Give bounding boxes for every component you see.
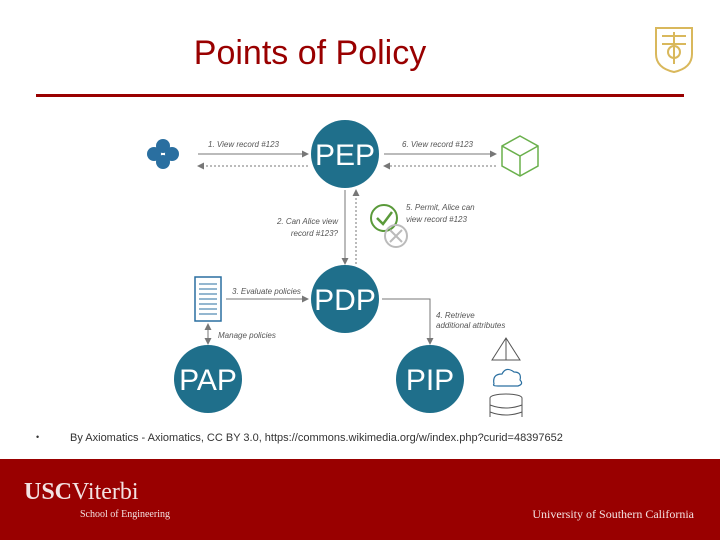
cloud-icon: [494, 369, 522, 386]
pip-label: PIP: [405, 364, 455, 397]
attribution-caption: By Axiomatics - Axiomatics, CC BY 3.0, https://commons.wikimedia.org/w/index.php?curid=48397652: [70, 432, 563, 444]
label-manage: Manage policies: [218, 331, 276, 340]
label-can-alice-2: record #123?: [290, 229, 338, 238]
usc-seal-icon: [652, 24, 696, 74]
label-retrieve-2: additional attributes: [436, 321, 506, 330]
footer-bar: [0, 459, 720, 540]
permit-check-icon: [371, 205, 397, 231]
school-name: School of Engineering: [80, 509, 170, 520]
usc-wordmark: USC: [24, 479, 73, 505]
pep-label: PEP: [314, 139, 376, 172]
viterbi-wordmark: Viterbi: [72, 479, 139, 505]
title-divider: [36, 94, 684, 97]
label-permit-2: view record #123: [406, 215, 467, 224]
resource-cube-icon: [502, 136, 538, 176]
bullet-marker: •: [36, 432, 40, 442]
pep-node: [311, 120, 379, 188]
label-view-record-left: 1. View record #123: [208, 140, 280, 149]
slide-title: Points of Policy: [193, 34, 427, 72]
label-permit-1: 5. Permit, Alice can: [406, 203, 475, 212]
pdp-node: [311, 265, 379, 333]
usc-viterbi-logo: [24, 479, 139, 506]
attribute-source-pyramid-icon: [492, 338, 520, 360]
label-view-record-right: 6. View record #123: [402, 140, 474, 149]
policy-document-icon: [195, 277, 221, 321]
label-evaluate: 3. Evaluate policies: [232, 287, 301, 296]
pap-label: PAP: [179, 364, 237, 397]
database-icon: [490, 394, 522, 417]
label-retrieve-1: 4. Retrieve: [436, 311, 475, 320]
policy-points-diagram: [140, 112, 560, 417]
users-icon: [147, 139, 179, 169]
university-name: University of Southern California: [532, 507, 694, 521]
arrow-pdp-to-pip: [382, 299, 430, 344]
pdp-label: PDP: [314, 284, 376, 317]
label-can-alice-1: 2. Can Alice view: [276, 217, 338, 226]
pip-node: [396, 345, 464, 413]
deny-cross-icon: [385, 225, 407, 247]
pap-node: [174, 345, 242, 413]
